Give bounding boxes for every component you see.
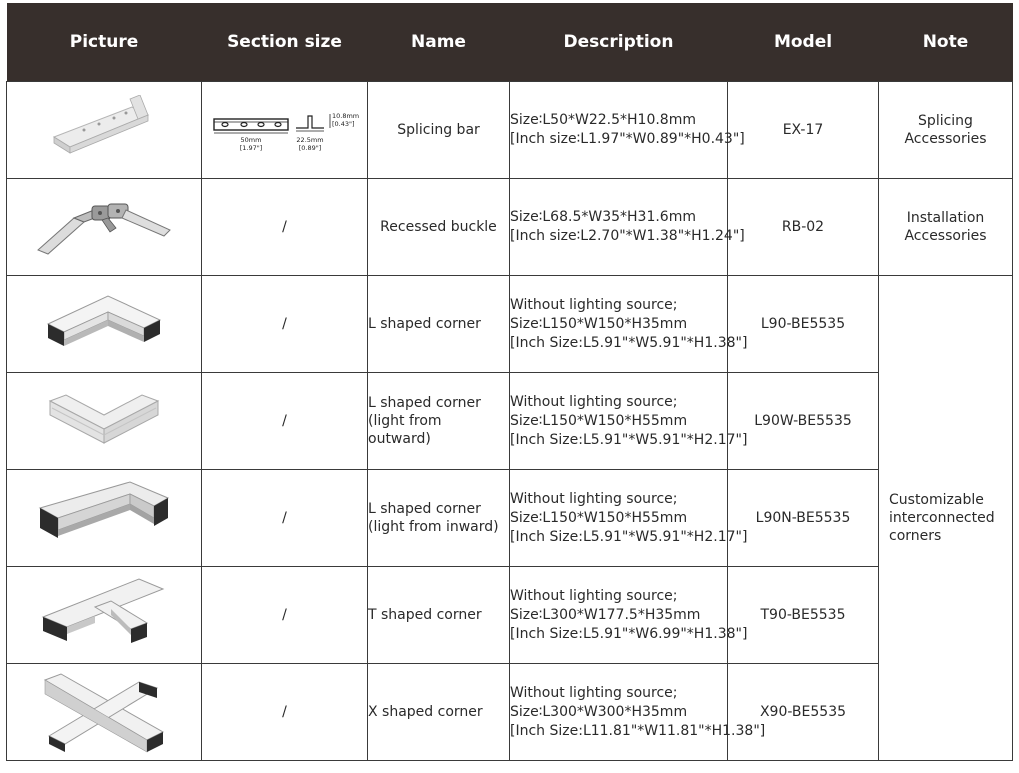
description-cell [510, 664, 766, 761]
name-cell [368, 179, 510, 276]
picture-cell [7, 276, 202, 373]
name-line: outward) [368, 431, 431, 447]
section-right-width-inch: [0.89"] [298, 144, 321, 152]
note-line: Splicing [918, 113, 973, 129]
table-row [7, 373, 1013, 470]
shared-note-cell [879, 276, 1013, 761]
description-line: Size∶L150*W150*H55mm [510, 509, 688, 526]
section-left-width: 50mm [240, 136, 261, 144]
description-line: Size∶L150*W150*H55mm [510, 412, 688, 429]
section-size-cell: / [202, 179, 368, 276]
name-line: Recessed buckle [380, 219, 497, 235]
name-cell [368, 82, 510, 179]
model-cell: X90-BE5535 [728, 664, 879, 761]
header-description: Description [510, 3, 728, 82]
table-row [7, 470, 1013, 567]
section-size-cell: / [202, 373, 368, 470]
description-line: [Inch Size:L5.91"*W5.91"*H2.17"] [510, 431, 748, 448]
name-cell [368, 373, 510, 470]
description-line: Size∶L68.5*W35*H31.6mm [510, 209, 696, 225]
l-corner-outward-image [42, 381, 166, 461]
model-cell: L90W-BE5535 [728, 373, 879, 470]
description-line: Size∶L150*W150*H35mm [510, 315, 688, 332]
description-cell [510, 276, 748, 373]
table-row [7, 82, 1013, 179]
table-row [7, 664, 1013, 761]
header-section-size: Section size [202, 3, 368, 82]
spec-table [6, 3, 1013, 761]
description-line: [Inch Size:L5.91"*W6.99"*H1.38"] [510, 625, 748, 642]
splicing-bar-image [44, 95, 164, 165]
name-line: (light from inward) [368, 519, 499, 535]
l-corner-image [42, 284, 166, 364]
note-line: Customizable [889, 492, 984, 508]
description-line: Without lighting source; [510, 393, 678, 410]
table-row [7, 567, 1013, 664]
section-left-width-inch: [1.97"] [239, 144, 262, 152]
section-size-cell: / [202, 664, 368, 761]
x-corner-image [39, 670, 169, 754]
note-cell [879, 82, 1013, 179]
section-diagram-image [206, 104, 364, 156]
name-cell [368, 470, 510, 567]
model-cell: RB-02 [728, 179, 879, 276]
name-line: (light from [368, 413, 442, 429]
name-line: Splicing bar [397, 122, 480, 138]
description-line: Size∶L50*W22.5*H10.8mm [510, 112, 696, 128]
name-line: T shaped corner [368, 607, 482, 623]
name-line: X shaped corner [368, 704, 483, 720]
description-cell [510, 179, 745, 276]
picture-cell [7, 373, 202, 470]
header-picture: Picture [7, 3, 202, 82]
name-cell [368, 664, 510, 761]
picture-cell [7, 664, 202, 761]
description-cell [510, 470, 748, 567]
name-line: L shaped corner [368, 501, 481, 517]
description-line: Without lighting source; [510, 587, 678, 604]
table-row [7, 179, 1013, 276]
header-note: Note [879, 3, 1013, 82]
name-line: L shaped corner [368, 316, 481, 332]
recessed-buckle-image [34, 192, 174, 262]
section-right-width: 22.5mm [295, 136, 324, 144]
picture-cell [7, 82, 202, 179]
description-line: [Inch Size:L5.91"*W5.91"*H1.38"] [510, 334, 748, 351]
section-size-cell: / [202, 470, 368, 567]
description-cell [510, 567, 748, 664]
header-name: Name [368, 3, 510, 82]
note-line: corners [889, 528, 942, 544]
note-line: Installation [906, 210, 985, 226]
description-line: Size∶L300*W177.5*H35mm [510, 606, 701, 623]
description-line: Without lighting source; [510, 296, 678, 313]
section-size-cell: / [202, 276, 368, 373]
description-cell [510, 373, 748, 470]
model-cell: L90N-BE5535 [728, 470, 879, 567]
model-cell: L90-BE5535 [728, 276, 879, 373]
description-line: Size∶L300*W300*H35mm [510, 703, 688, 720]
picture-cell [7, 470, 202, 567]
header-row [7, 3, 1013, 82]
name-cell [368, 567, 510, 664]
name-cell [368, 276, 510, 373]
description-line: Without lighting source; [510, 684, 678, 701]
l-corner-inward-image [34, 478, 174, 558]
description-line: [Inch Size:L5.91"*W5.91"*H2.17"] [510, 528, 748, 545]
model-cell: EX-17 [728, 82, 879, 179]
section-size-cell [202, 82, 368, 179]
t-corner-image [39, 575, 169, 655]
note-line: Accessories [904, 228, 987, 244]
section-height: 10.8mm [331, 112, 359, 120]
picture-cell [7, 179, 202, 276]
table-row [7, 276, 1013, 373]
header-model: Model [728, 3, 879, 82]
note-cell [879, 179, 1013, 276]
section-size-cell: / [202, 567, 368, 664]
description-line: [Inch Size:L11.81"*W11.81"*H1.38"] [510, 722, 766, 739]
note-line: interconnected [889, 510, 995, 526]
note-line: Accessories [904, 131, 987, 147]
picture-cell [7, 567, 202, 664]
description-line: [Inch size∶L1.97"*W0.89"*H0.43"] [510, 131, 745, 147]
description-line: Without lighting source; [510, 490, 678, 507]
model-cell: T90-BE5535 [728, 567, 879, 664]
name-line: L shaped corner [368, 395, 481, 411]
description-line: [Inch size∶L2.70"*W1.38"*H1.24"] [510, 228, 745, 244]
section-height-inch: [0.43"] [331, 120, 355, 128]
description-cell [510, 82, 745, 179]
